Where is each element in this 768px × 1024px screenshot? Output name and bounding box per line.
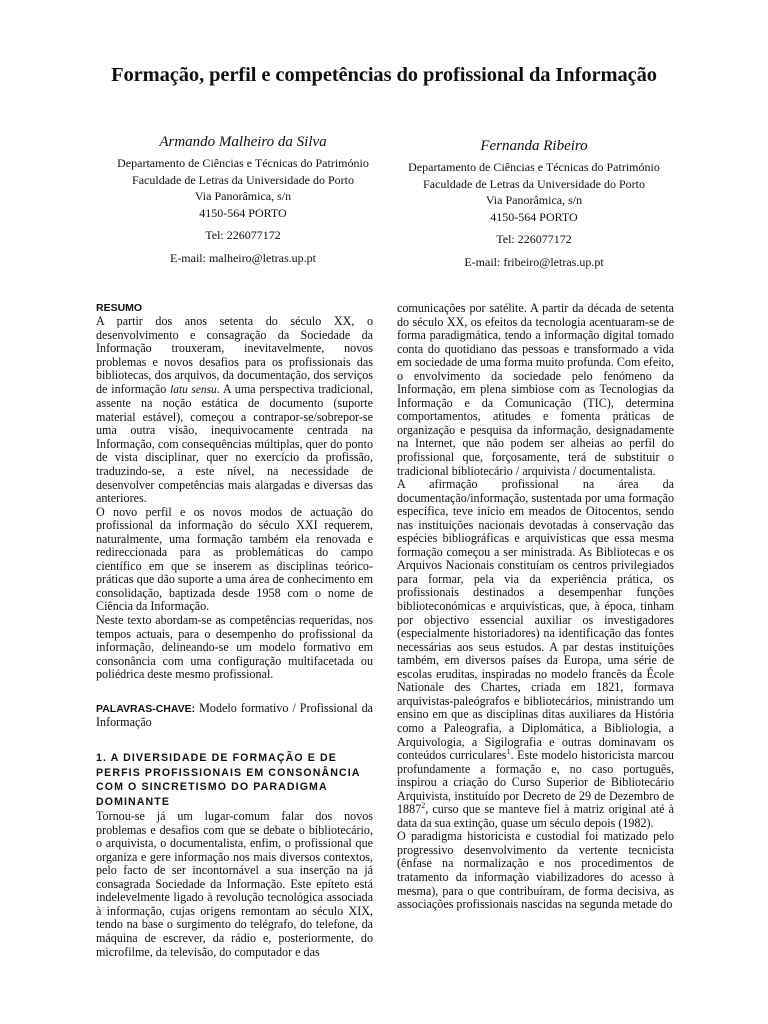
author-department: Departamento de Ciências e Técnicas do Património: [408, 160, 660, 174]
keywords-text: Modelo formativo / Profissional da Informação: [96, 700, 373, 730]
keywords-label: PALAVRAS-CHAVE:: [96, 702, 196, 715]
keywords: [96, 702, 373, 730]
abstract-paragraph-1: A partir dos anos setenta do século XX, o desenvolvimento e consagração da Sociedade da Informação trouxeram, inevitavelmente, novos problemas e novos desafios para os profissionais das bibliotecas, dos arquivos, da documentação, dos serviços de informação latu sensu. A uma perspectiva tradicional, assente na noção estática de documento (suporte material estável), começou a contrapor-se/sobrepor-se uma outra visão, inequivocamente centrada na Informação, com consequências múltiplas, quer do ponto de vista disciplinar, quer no exercício da profissão, traduzindo-se, a este nível, na necessidade de desenvolver competências mais alargadas e diversas das anteriores.: [96, 314, 373, 506]
author-faculty: Faculdade de Letras da Universidade do Porto: [132, 172, 354, 187]
abstract-label: RESUMO: [96, 302, 143, 314]
author-faculty: Faculdade de Letras da Universidade do Porto: [423, 176, 645, 191]
footnote-marker: 2: [421, 801, 426, 811]
body-paragraph-2: A afirmação profissional na área da documentação/informação, sustentada por uma formação específica, teve início em meados de Oitocentos, sendo nas instituições nacionais devotadas à conservação das espécies bibliográficas e arquivísticas que essa mesma formação começou a ser ministrada. As Bibliotecas e os Arquivos Nacionais constituíam os centros privilegiados para formar, pela via da experiência prática, os profissionais destinados a desempenhar funções biblioteconómicas e arquivísticas, que, à época, tinham por objectivo essencial auxiliar os investigadores (especialmente historiadores) na identificação das fontes necessárias aos seus estudos. A par destas instituições também, em diversos países da Europa, uma série de escolas eruditas, inspiradas no modelo francês da École Nationale des Chartes, criada em 1821, formava arquivistas-paleógrafos e bibliotecários, ministrando um ensino em que as disciplinas ditas auxiliares da História como a Paleografia, a Diplomática, a Bibliologia, a Arquivologia, a Sigilografia e outras dominavam os conteúdos curriculares$^1$. Este modelo historicista marcou profundamente a formação e, no caso português, inspirou a criação do Curso Superior de Bibliotecário Arquivista, instituído por Decreto de 29 de Dezembro de 1887$^2$, curso que se manteve fiel à matriz original até à data da sua extinção, quase um século depois (1982).: [397, 477, 674, 830]
author-email: E-mail: malheiro@letras.up.pt: [169, 250, 316, 265]
author-street: Via Panorâmica, s/n: [194, 189, 292, 204]
abstract-paragraph-3: Neste texto abordam-se as competências requeridas, nos tempos actuais, para o desempenho do profissional da informação, delineando-se um modelo formativo em consonância com uma configuração multifacetada ou poliédrica deste mesmo profissional.: [96, 613, 373, 682]
section-paragraph-1: Tornou-se já um lugar-comum falar dos novos problemas e desafios com que se debate o bibliotecário, o arquivista, o documentalista, enfim, o profissional que organiza e gere informação nos mais diversos contextos, pelo facto de ser incontornável a sua inserção na já consagrada Sociedade da Informação. Este epíteto está indelevelmente ligado à revolução tecnológica associada à informação, cujas origens remontam ao século XIX, tendo na base o surgimento do telégrafo, do telefone, da máquina de escrever, da rádio e, posteriormente, do microfilme, da televisão, do computador e das: [96, 809, 373, 959]
author-city: 4150-564 PORTO: [199, 205, 287, 220]
author-block-2: [396, 136, 672, 271]
body-paragraph-1: comunicações por satélite. A partir da década de setenta do século XX, os efeitos da tecnologia acentuaram-se de forma paradigmática, tendo a informação digital tomado conta do quotidiano das pessoas e transformado a vida em sociedade de uma forma muito profunda. Com efeito, o envolvimento da sociedade pelo fenómeno da Informação, em plena simbiose com as Tecnologias da Informação e da Comunicação (TIC), determina comportamentos, atitudes e fomenta práticas de organização e pesquisa da informação, designadamente na Internet, que não podem ser alheias ao perfil do profissional que, forçosamente, terá de substituir o tradicional bibliotecário / arquivista / documentalista.: [397, 301, 674, 478]
author-email: E-mail: fribeiro@letras.up.pt: [464, 254, 604, 269]
author-city: 4150-564 PORTO: [490, 209, 578, 224]
footnote-marker: 1: [506, 747, 511, 757]
author-name: Fernanda Ribeiro: [480, 138, 588, 154]
paper-title: Formação, perfil e competências do profissional da Informação: [111, 64, 657, 86]
left-column: [96, 302, 373, 959]
author-department: Departamento de Ciências e Técnicas do Património: [117, 156, 369, 170]
author-tel: Tel: 226077172: [205, 228, 281, 243]
author-name: Armando Malheiro da Silva: [159, 134, 327, 150]
author-block-1: [100, 132, 386, 267]
abstract-paragraph-2: O novo perfil e os novos modos de actuação do profissional da informação do século XXI requerem, naturalmente, uma formação também ela renovada e redireccionada para as problemáticas do campo científico em que se inserem as disciplinas teórico-práticas que dão suporte a uma área de conhecimento em consolidação, baptizada desde 1958 com o nome de Ciência da Informação.: [96, 504, 373, 614]
author-street: Via Panorâmica, s/n: [485, 193, 583, 208]
body-paragraph-3: O paradigma historicista e custodial foi matizado pelo progressivo desenvolvimento da vertente tecnicista (ênfase na normalização e nos procedimentos de tratamento da informação viabilizadores do acesso à mesma), para o que contribuíram, de forma decisiva, as associações profissionais nascidas na segunda metade do: [397, 829, 674, 912]
author-tel: Tel: 226077172: [496, 232, 572, 247]
section-heading: 1. A DIVERSIDADE DE FORMAÇÃO E DE PERFIS PROFISSIONAIS EM CONSONÂNCIA COM O SINCRETISMO DO PARADIGMA DOMINANTE: [96, 751, 361, 809]
right-column: [397, 302, 674, 912]
